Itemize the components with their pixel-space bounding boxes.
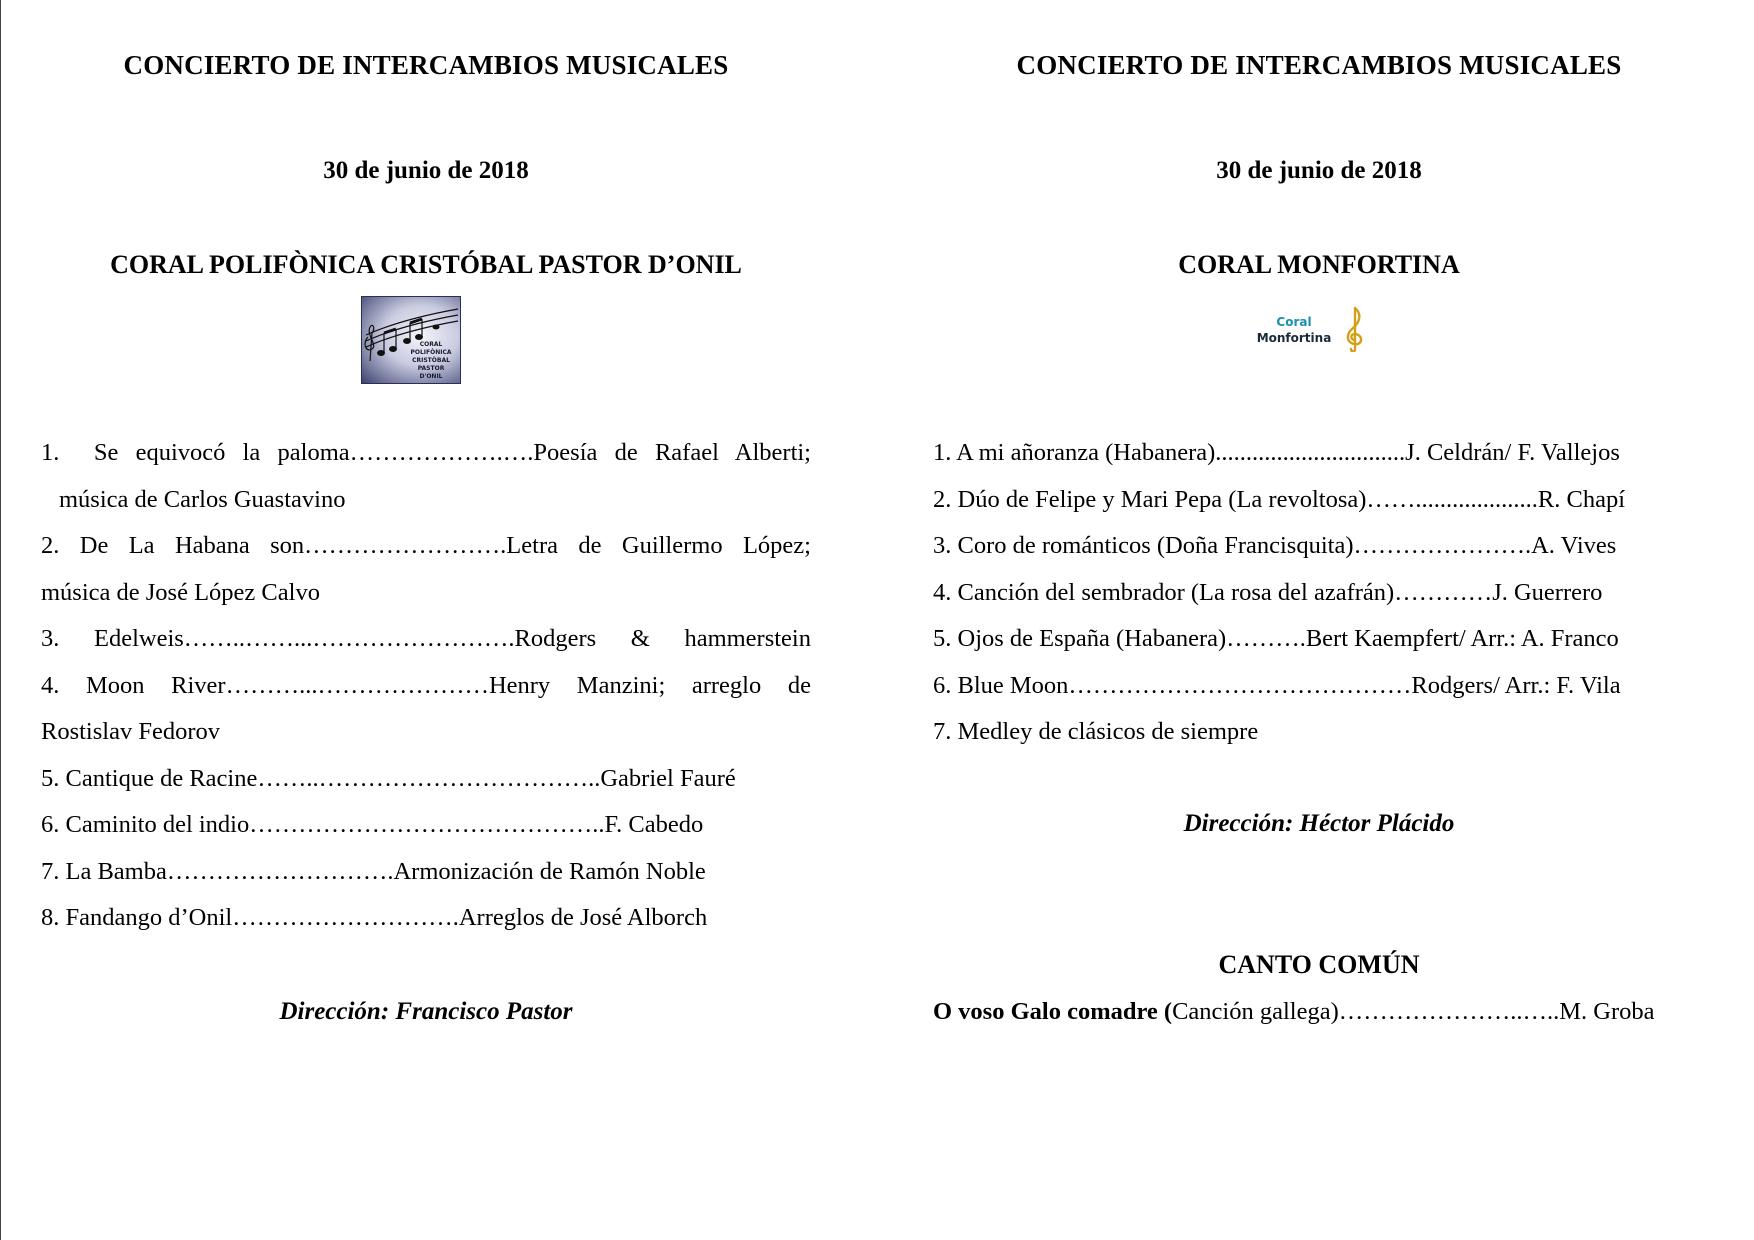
program-list <box>933 430 1705 756</box>
concert-date: 30 de junio de 2018 <box>323 157 529 184</box>
program-item: 1. A mi añoranza (Habanera)...............................J. Celdrán/ F. Vallejos <box>933 439 1620 466</box>
left-program <box>41 0 811 1240</box>
program-item-continuation: música de José López Calvo <box>41 578 320 606</box>
program-item: 6. Caminito del indio……………………………………..F. Cabedo <box>41 811 704 838</box>
program-item: 5. Cantique de Racine……..……………………………..Gabriel Fauré <box>41 764 736 792</box>
common-song <box>933 998 1705 1026</box>
program-item: 4. Canción del sembrador (La rosa del azafrán)…………J. Guerrero <box>933 578 1603 606</box>
direction: Dirección: Héctor Plácido <box>1183 810 1455 837</box>
common-song-title: O voso Galo comadre ( <box>933 998 1173 1025</box>
common-song-heading: CANTO COMÚN <box>1218 950 1420 979</box>
logo-text: CRISTÒBAL PASTOR <box>412 357 450 372</box>
program-item: 3. Edelweis……..……...…………………….Rodgers & hammerstein <box>41 625 811 652</box>
program-item: 7. Medley de clásicos de siempre <box>933 718 1259 745</box>
choir-name: CORAL POLIFÒNICA CRISTÓBAL PASTOR D’ONIL <box>110 250 742 279</box>
program-item: 3. Coro de románticos (Doña Francisquita)………………….A. Vives <box>933 532 1617 559</box>
program-item: 7. La Bamba……………………….Armonización de Ramón Noble <box>41 857 706 885</box>
program-item-continuation: música de Carlos Guastavino <box>59 485 346 513</box>
program-item-continuation: Rostislav Fedorov <box>41 718 220 745</box>
choir-logo <box>361 296 461 384</box>
logo-text: D'ONIL <box>419 373 443 380</box>
program-item: 2. De La Habana son…………………….Letra de Guillermo López; <box>41 532 811 559</box>
concert-date: 30 de junio de 2018 <box>1216 157 1422 184</box>
treble-clef-icon <box>1340 306 1370 352</box>
concert-title: CONCIERTO DE INTERCAMBIOS MUSICALES <box>1016 50 1622 80</box>
common-song-details: Canción gallega)…………………..…..M. Groba <box>1172 998 1655 1025</box>
program-item: 2. Dúo de Felipe y Mari Pepa (La revoltosa)……....................R. Chapí <box>933 485 1626 513</box>
direction: Dirección: Francisco Pastor <box>279 998 573 1025</box>
logo-text: POLIFÒNICA <box>410 349 452 356</box>
logo-text: Monfortina <box>1256 331 1332 345</box>
program-item: 5. Ojos de España (Habanera)……….Bert Kaempfert/ Arr.: A. Franco <box>933 625 1619 652</box>
program-item: 1. Se equivocó la paloma……………….….Poesía de Rafael Alberti; <box>41 439 811 466</box>
program-item: 8. Fandango d’Onil……………………….Arreglos de José Alborch <box>41 904 708 931</box>
choir-logo <box>1248 306 1388 352</box>
program-list <box>41 430 811 942</box>
choir-name: CORAL MONFORTINA <box>1178 250 1460 279</box>
program-item: 4. Moon River………...…………………Henry Manzini; arreglo de <box>41 671 811 699</box>
concert-title: CONCIERTO DE INTERCAMBIOS MUSICALES <box>123 50 729 80</box>
logo-text: CORAL <box>419 341 443 348</box>
logo-text: Coral <box>1276 315 1312 329</box>
right-program <box>933 0 1705 1240</box>
program-item: 6. Blue Moon……………………………………Rodgers/ Arr.: F. Vila <box>933 671 1621 699</box>
